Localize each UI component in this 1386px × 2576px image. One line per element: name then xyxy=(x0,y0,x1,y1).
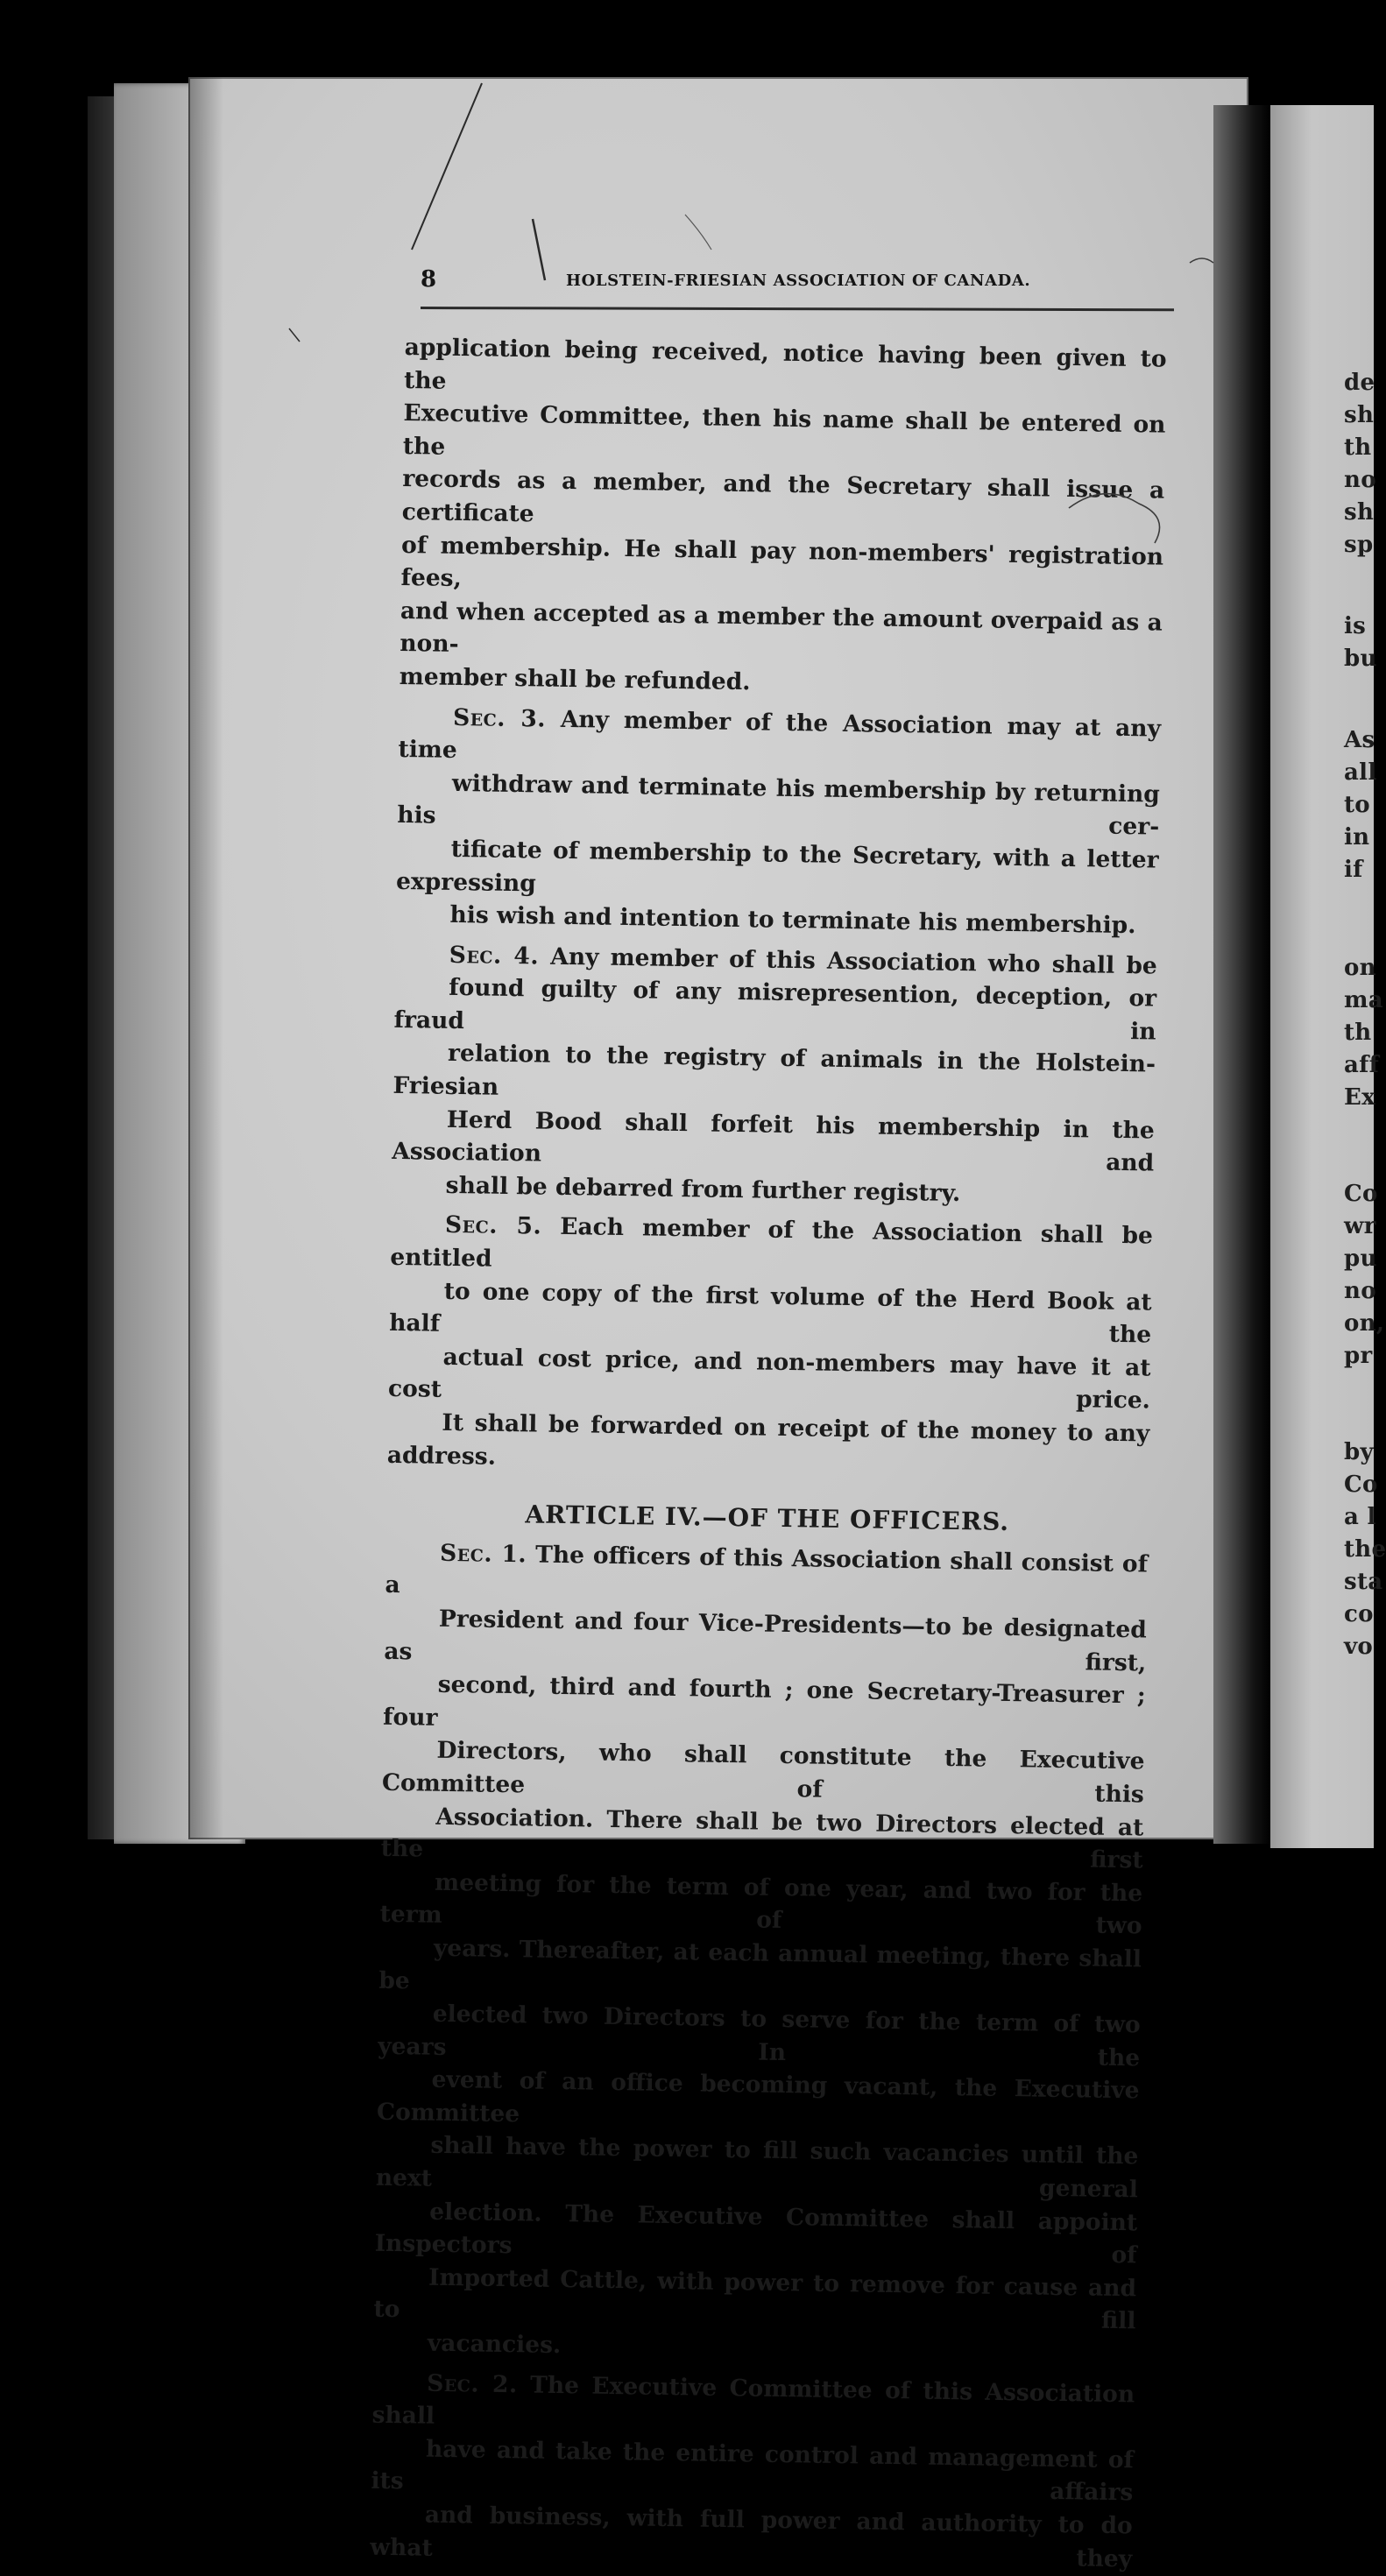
text-line: President and four Vice-Presidents—to be designated as first, xyxy=(384,1605,1148,1677)
text-line: found guilty of any misrepresention, deception, or fraud in xyxy=(393,974,1157,1046)
facing-page-text: sp xyxy=(1344,532,1374,558)
book-gutter xyxy=(1213,105,1270,1844)
facing-page-text: aff xyxy=(1344,1052,1380,1078)
facing-page-text: no xyxy=(1344,467,1376,493)
running-title: HOLSTEIN-FRIESIAN ASSOCIATION OF CANADA. xyxy=(566,272,1031,290)
text-line: Imported Cattle, with power to remove for cause and to fill xyxy=(373,2263,1137,2335)
facing-page-text: a l xyxy=(1344,1504,1376,1530)
facing-page-text: Co xyxy=(1344,1181,1378,1207)
facing-page-text: th xyxy=(1344,1020,1372,1046)
text-line xyxy=(390,1208,1153,1286)
text-line: event of an office becoming vacant, the Executive Committee xyxy=(376,2066,1140,2128)
facing-page-fragment xyxy=(1270,105,1386,1848)
text-line: shall be debarred from further registry. xyxy=(445,1171,961,1207)
facing-page-text: wr xyxy=(1344,1213,1376,1239)
facing-page-text: all xyxy=(1344,759,1377,786)
article-4-section-2-paragraph xyxy=(370,2366,1135,2575)
text-line: and business, with full power and authority to do what they xyxy=(370,2501,1133,2572)
text-line: application being received, notice having been given to the xyxy=(403,333,1167,395)
text-line: Association. There shall be two Directors elected at the first xyxy=(380,1803,1144,1874)
text-line: actual cost price, and non-members may have it at cost price. xyxy=(387,1343,1151,1415)
section-4-paragraph xyxy=(391,938,1157,1213)
facing-page-text: by xyxy=(1344,1439,1374,1465)
facing-page-text: sh xyxy=(1344,402,1375,428)
article-heading: ARTICLE IV.—OF THE OFFICERS. xyxy=(525,1500,1010,1537)
facing-page-text: de xyxy=(1344,370,1375,396)
facing-page-text: th xyxy=(1344,434,1372,461)
text-line: withdraw and terminate his membership by returning his cer- xyxy=(397,769,1161,841)
facing-page-text: bu xyxy=(1344,646,1377,672)
facing-page-text: Ex xyxy=(1344,1084,1375,1111)
text-line: election. The Executive Committee shall appoint Inspectors of xyxy=(374,2198,1138,2269)
facing-page-text: ma xyxy=(1344,987,1383,1013)
section-label: Sec. 3. xyxy=(452,703,547,733)
text-line: tificate of membership to the Secretary, with a letter expressing xyxy=(395,835,1159,897)
facing-page-text: pu xyxy=(1344,1246,1377,1272)
section-3-paragraph xyxy=(395,700,1161,942)
text-line: years. Thereafter, at each annual meeting, there shall be xyxy=(378,1934,1142,1994)
text-line: Herd Bood shall forfeit his membership in the Association and xyxy=(392,1105,1156,1177)
facing-page-text: if xyxy=(1344,857,1363,883)
page-body xyxy=(370,331,1167,2576)
continuation-paragraph xyxy=(400,331,1167,705)
text-line: It shall be forwarded on receipt of the money to any address. xyxy=(386,1408,1150,1471)
section-label: Sec. 5. xyxy=(444,1211,542,1241)
text-line: shall have the power to fill such vacancies until the next general xyxy=(375,2132,1139,2204)
facing-page-text: no xyxy=(1344,1278,1376,1304)
text-line: records as a member, and the Secretary shall issue a certificate xyxy=(401,465,1165,528)
facing-page-text: on, xyxy=(1344,1310,1385,1337)
text-line: meeting for the term of one year, and two for the term of two xyxy=(379,1868,1143,1940)
section-label: Sec. 4. xyxy=(449,941,540,970)
facing-page-text: to xyxy=(1344,792,1370,818)
page-number: 8 xyxy=(421,266,437,293)
text-line xyxy=(398,700,1161,778)
text-line: Directors, who shall constitute the Executive Committee of this xyxy=(381,1737,1145,1809)
facing-page-text: vo xyxy=(1344,1634,1374,1660)
section-text: Any member of this Association who shall be xyxy=(550,942,1157,980)
text-line: his wish and intention to terminate his membership. xyxy=(449,900,1136,940)
text-line: of membership. He shall pay non-members' registration fees, xyxy=(400,531,1164,593)
text-line: to one copy of the first volume of the Herd Book at half the xyxy=(388,1277,1152,1349)
facing-page-text: in xyxy=(1344,824,1370,850)
text-line: and when accepted as a member the amount overpaid as a non- xyxy=(400,596,1163,659)
section-text: Any member of the Association may at any time xyxy=(398,705,1162,765)
text-line xyxy=(385,1536,1148,1614)
facing-page-text: sh xyxy=(1344,499,1375,526)
section-5-paragraph xyxy=(387,1208,1154,1483)
facing-page-text: on xyxy=(1344,955,1376,981)
section-label: Sec. 1. xyxy=(439,1539,527,1569)
text-line xyxy=(371,2366,1135,2444)
text-line: relation to the registry of animals in the Holstein-Friesian xyxy=(392,1040,1156,1101)
section-text: The Executive Committee of this Association shall xyxy=(371,2371,1135,2431)
text-line: elected two Directors to serve for the term of two years In the xyxy=(377,2000,1141,2072)
running-header xyxy=(421,266,1174,301)
facing-page-text: As xyxy=(1344,727,1375,753)
facing-page-text: is xyxy=(1344,613,1367,639)
text-line: member shall be refunded. xyxy=(399,662,751,696)
text-line: second, third and fourth ; one Secretary-Treasurer ; four xyxy=(382,1670,1146,1732)
facing-page-text: Co xyxy=(1344,1471,1378,1498)
text-line: have and take the entire control and management of its affairs xyxy=(371,2435,1135,2507)
facing-page-text: pr xyxy=(1344,1343,1373,1369)
section-text: The officers of this Association shall consist of a xyxy=(385,1541,1149,1599)
article-4-section-1-paragraph xyxy=(373,1536,1149,2371)
facing-page-text: the xyxy=(1344,1536,1386,1563)
section-text: Each member of the Association shall be entitled xyxy=(390,1213,1154,1273)
section-label: Sec. 2. xyxy=(426,2369,518,2398)
facing-page-text: co xyxy=(1344,1601,1374,1627)
text-line: vacancies. xyxy=(427,2329,562,2360)
facing-page-text: sta xyxy=(1344,1569,1383,1595)
text-line: Executive Committee, then his name shall be entered on the xyxy=(402,399,1166,461)
